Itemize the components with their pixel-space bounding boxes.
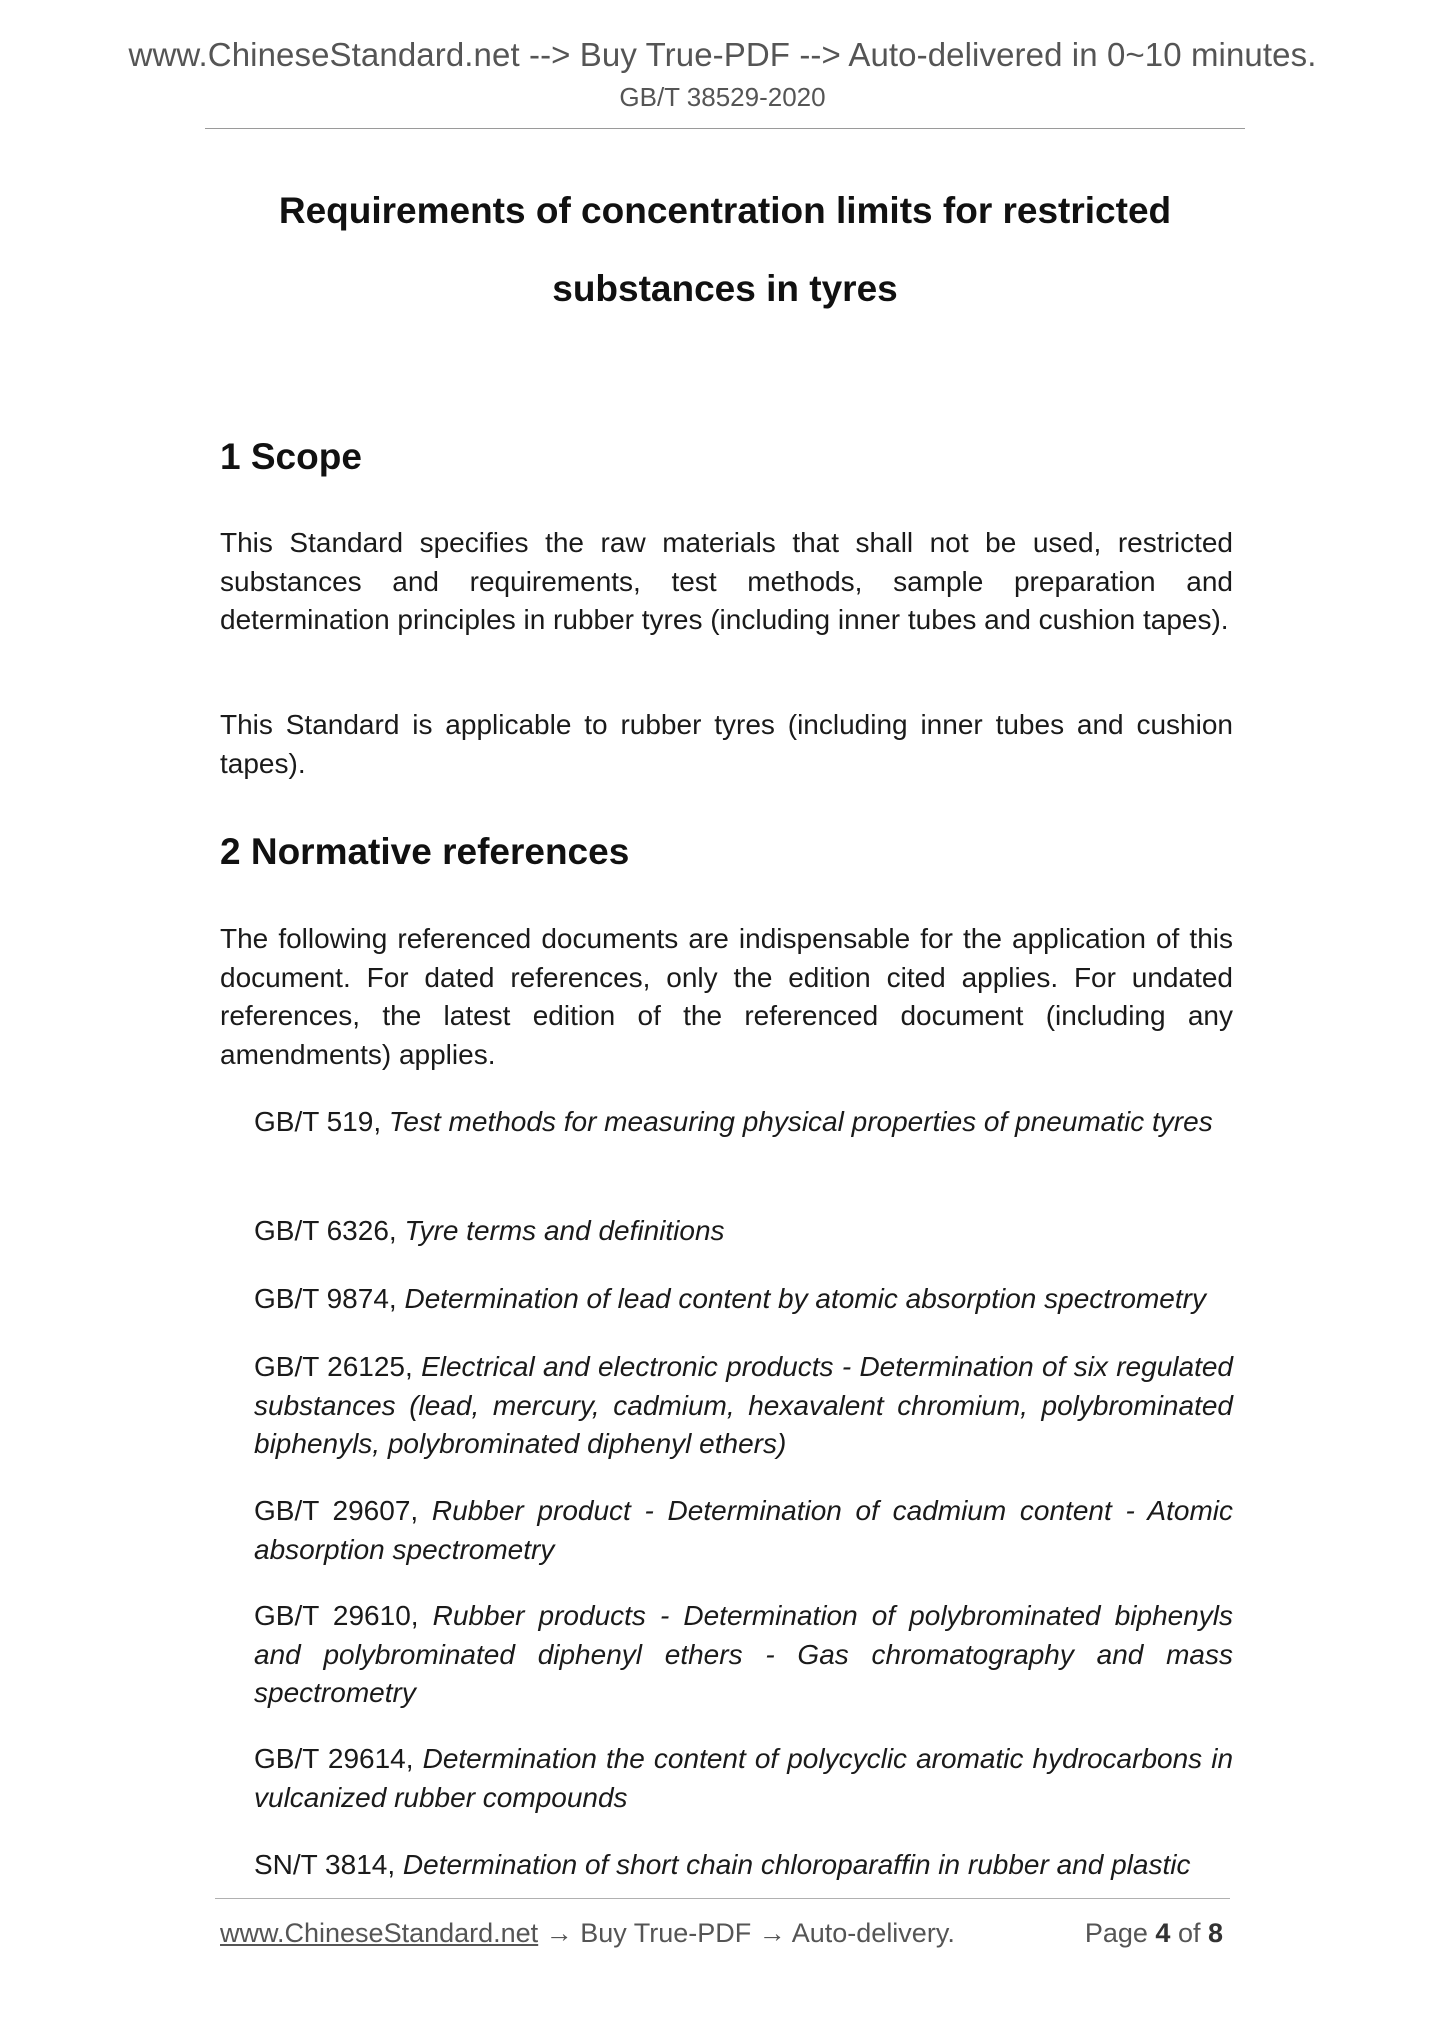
reference-item [254, 1846, 1233, 1885]
reference-code: SN/T 3814, [254, 1849, 403, 1880]
reference-title: Tyre terms and definitions [404, 1215, 725, 1246]
page-of: of [1170, 1918, 1208, 1948]
reference-code: GB/T 6326, [254, 1215, 405, 1246]
reference-item [254, 1348, 1233, 1464]
reference-title: Rubber products - Determination of polybrominated biphenyls and polybrominated diphenyl ethers - Gas chromatography and mass spectrometry [254, 1600, 1234, 1708]
reference-item [254, 1740, 1233, 1817]
header-divider [205, 128, 1245, 129]
title-line-1: Requirements of concentration limits for restricted [278, 190, 1172, 231]
reference-item [254, 1492, 1233, 1569]
reference-title: Electrical and electronic products - Determination of six regulated substances (lead, mercury, cadmium, hexavalent chromium, polybrominated biphenyls, polybrominated diphenyl ethers) [254, 1351, 1233, 1459]
reference-title: Determination the content of polycyclic aromatic hydrocarbons in vulcanized rubber compounds [254, 1743, 1234, 1813]
title-line-2: substances in tyres [552, 268, 898, 309]
section-heading-scope: 1 Scope [220, 436, 362, 477]
reference-item [254, 1212, 1233, 1251]
reference-code: GB/T 29614, [254, 1743, 423, 1774]
reference-code: GB/T 9874, [254, 1283, 405, 1314]
header-banner: www.ChineseStandard.net --> Buy True-PDF --> Auto-delivered in 0~10 minutes. [128, 36, 1317, 73]
scope-paragraph-1: This Standard specifies the raw materials that shall not be used, restricted substances and requirements, test methods, sample preparation and determination principles in rubber tyres (including inner tubes and cushion tapes). [220, 527, 1233, 635]
footer-left [220, 1918, 955, 1949]
reference-item [254, 1597, 1233, 1713]
reference-item [254, 1103, 1233, 1142]
reference-code: GB/T 29607, [254, 1495, 432, 1526]
reference-title: Test methods for measuring physical properties of pneumatic tyres [388, 1106, 1213, 1137]
reference-item [254, 1280, 1233, 1319]
scope-paragraph-2: This Standard is applicable to rubber tyres (including inner tubes and cushion tapes). [220, 709, 1233, 779]
footer-site-link[interactable]: www.ChineseStandard.net [220, 1918, 539, 1948]
reference-code: GB/T 26125, [254, 1351, 422, 1382]
page-total: 8 [1207, 1918, 1223, 1948]
reference-code: GB/T 519, [254, 1106, 389, 1137]
reference-title: Rubber product - Determination of cadmium content - Atomic absorption spectrometry [254, 1495, 1234, 1565]
reference-title: Determination of short chain chloroparaffin in rubber and plastic [402, 1849, 1191, 1880]
document-title [200, 172, 1250, 328]
standard-code: GB/T 38529-2020 [619, 82, 826, 112]
section-heading-normative-references: 2 Normative references [220, 831, 630, 872]
page-label: Page [1084, 1918, 1156, 1948]
page-footer [220, 1918, 1233, 1954]
reference-title: Determination of lead content by atomic absorption spectrometry [404, 1283, 1206, 1314]
references-intro-paragraph: The following referenced documents are indispensable for the application of this document. For dated references, only the edition cited applies. For undated references, the latest edition of the referenced document (including any amendments) applies. [220, 923, 1233, 1070]
page-number [1085, 1918, 1223, 1949]
footer-tagline: → Buy True-PDF → Auto-delivery. [538, 1918, 955, 1948]
footer-divider [215, 1898, 1230, 1899]
reference-code: GB/T 29610, [254, 1600, 433, 1631]
page-current: 4 [1155, 1918, 1171, 1948]
